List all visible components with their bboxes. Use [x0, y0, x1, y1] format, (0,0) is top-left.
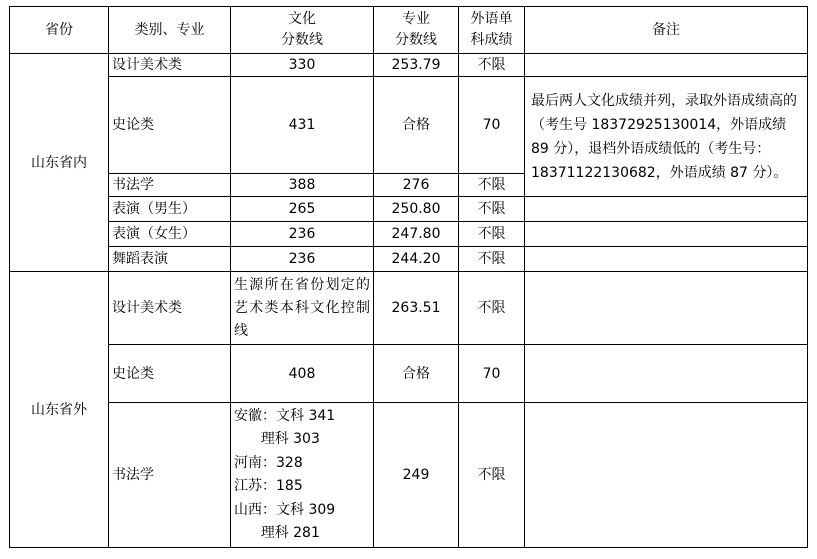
table-row: [10, 272, 808, 345]
category-cell: 史论类: [109, 345, 231, 403]
notes-cell: 最后两人文化成绩并列，录取外语成绩高的（考生号 18372925130014，外语成绩 89 分），退档外语成绩低的（考生号：18371122130682，外语成绩 87 分）。: [525, 77, 808, 197]
header-notes: 备注: [525, 7, 808, 54]
province-cell: 山东省外: [10, 272, 109, 548]
table-row: [10, 345, 808, 403]
culture-line: 河南：328: [234, 454, 303, 471]
header-culture-line: [231, 7, 374, 54]
foreign-cell: 不限: [459, 272, 525, 345]
major-cell: 263.51: [374, 272, 459, 345]
foreign-cell: 不限: [459, 222, 525, 247]
culture-cell: 330: [231, 54, 374, 77]
culture-cell: 生源所在省份划定的艺术类本科文化控制线: [231, 272, 374, 345]
header-category: 类别、专业: [109, 7, 231, 54]
notes-cell: [525, 197, 808, 222]
major-cell: 合格: [374, 345, 459, 403]
notes-cell: [525, 345, 808, 403]
category-cell: 设计美术类: [109, 272, 231, 345]
header-row: [10, 7, 808, 54]
category-cell: 设计美术类: [109, 54, 231, 77]
major-cell: 合格: [374, 77, 459, 174]
notes-cell: [525, 272, 808, 345]
notes-cell: [525, 222, 808, 247]
foreign-cell: 70: [459, 77, 525, 174]
table-row: [10, 77, 808, 174]
notes-cell: [525, 54, 808, 77]
foreign-cell: 不限: [459, 54, 525, 77]
major-cell: 276: [374, 174, 459, 197]
table-row: [10, 403, 808, 548]
header-major-line-1: 专业: [402, 11, 430, 27]
notes-cell: [525, 247, 808, 272]
culture-cell: 388: [231, 174, 374, 197]
category-cell: 史论类: [109, 77, 231, 174]
foreign-cell: 不限: [459, 247, 525, 272]
culture-line: 理科 303: [234, 431, 320, 447]
major-cell: 253.79: [374, 54, 459, 77]
header-foreign-lang: [459, 7, 525, 54]
table-row: [10, 247, 808, 272]
header-major-line-2: 分数线: [395, 32, 437, 48]
culture-cell: [231, 403, 374, 548]
header-major-line: [374, 7, 459, 54]
header-foreign-lang-2: 科成绩: [470, 32, 513, 48]
culture-cell: 431: [231, 77, 374, 174]
culture-cell: 236: [231, 222, 374, 247]
culture-line: 理科 281: [234, 525, 320, 541]
province-cell: 山东省内: [10, 54, 109, 272]
culture-cell: 408: [231, 345, 374, 403]
table-row: [10, 197, 808, 222]
category-cell: 书法学: [109, 403, 231, 548]
culture-line: 江苏：185: [234, 478, 303, 494]
culture-cell: 265: [231, 197, 374, 222]
foreign-cell: 不限: [459, 403, 525, 548]
major-cell: 244.20: [374, 247, 459, 272]
culture-cell: 236: [231, 247, 374, 272]
category-cell: 舞蹈表演: [109, 247, 231, 272]
major-cell: 249: [374, 403, 459, 548]
table-row: [10, 222, 808, 247]
major-cell: 250.80: [374, 197, 459, 222]
major-cell: 247.80: [374, 222, 459, 247]
category-cell: 表演（男生）: [109, 197, 231, 222]
header-culture-line-2: 分数线: [281, 32, 323, 48]
notes-cell: [525, 403, 808, 548]
foreign-cell: 70: [459, 345, 525, 403]
foreign-cell: 不限: [459, 197, 525, 222]
header-foreign-lang-1: 外语单: [470, 11, 513, 27]
header-culture-line-1: 文化: [288, 11, 316, 27]
culture-line: 安徽：文科 341: [234, 407, 336, 424]
admission-score-table: [9, 6, 808, 548]
culture-line: 山西：文科 309: [234, 501, 336, 518]
foreign-cell: 不限: [459, 174, 525, 197]
header-province: 省份: [10, 7, 109, 54]
category-cell: 表演（女生）: [109, 222, 231, 247]
category-cell: 书法学: [109, 174, 231, 197]
table-row: [10, 54, 808, 77]
